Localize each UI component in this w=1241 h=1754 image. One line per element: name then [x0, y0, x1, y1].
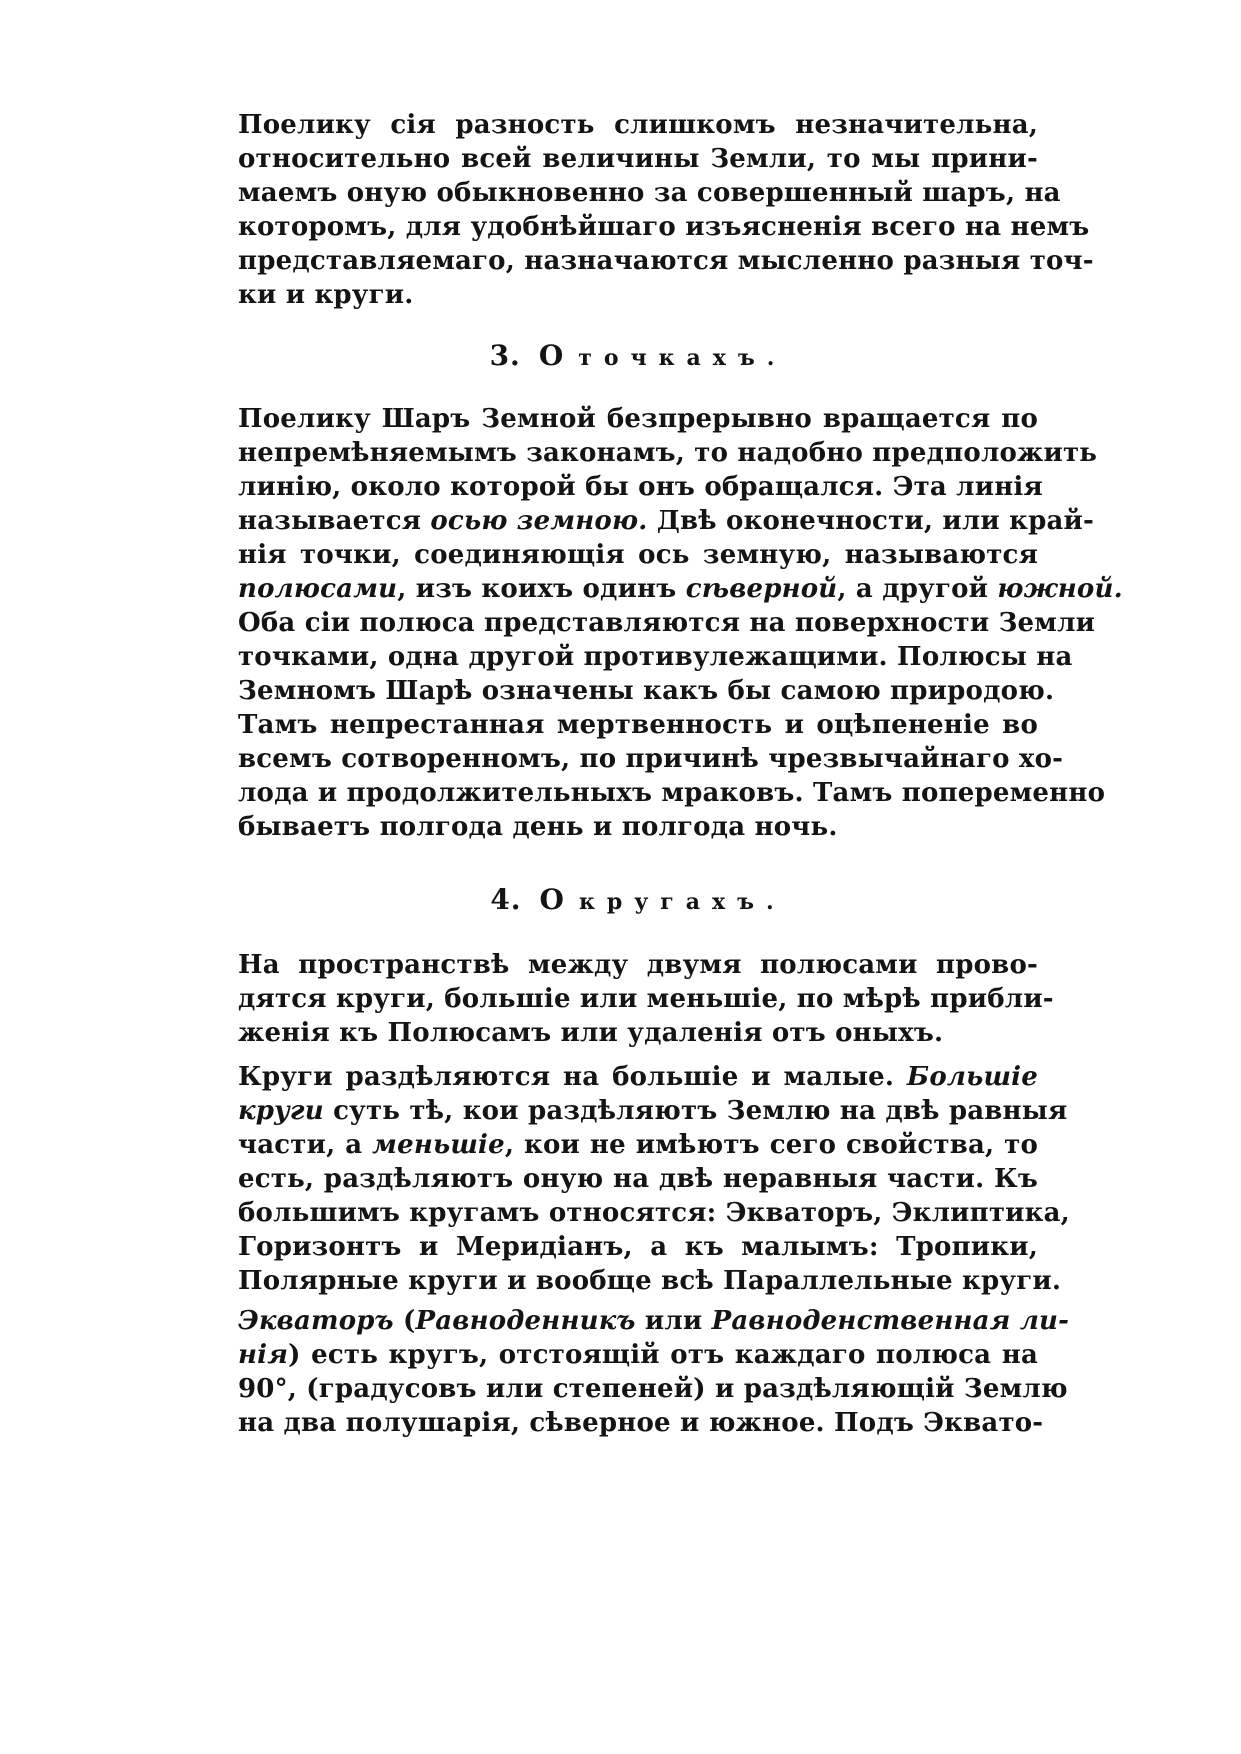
text-line — [238, 1304, 1070, 1338]
text-line — [238, 572, 1123, 606]
text-run: , кои не имѣютъ сего свойства, то — [504, 1130, 1038, 1160]
text-run: , а другой — [837, 574, 998, 604]
text-line: непремѣняемымъ законамъ, то надобно предположить — [238, 438, 1098, 468]
text-line — [238, 1060, 1038, 1094]
text-line: 90°, (градусовъ или степеней) и раздѣляющій Землю — [238, 1374, 1068, 1404]
section-number: 4. — [490, 883, 522, 916]
italic-term: нія — [238, 1340, 289, 1370]
italic-term: сѣверной — [685, 574, 838, 604]
text-line: Земномъ Шарѣ означены какъ бы самою природою. — [238, 676, 1055, 706]
section-title-first: О — [538, 339, 565, 372]
text-line: ки и круги. — [238, 280, 414, 310]
text-line: большимъ кругамъ относятся: Экваторъ, Эклиптика, — [238, 1198, 1070, 1228]
text-line: всемъ сотворенномъ, по причинѣ чрезвычайнаго хо- — [238, 744, 1064, 774]
text-line: нія точки, соединяющія ось земную, называются — [238, 540, 1038, 570]
text-run: ( — [393, 1306, 416, 1336]
text-run: называется — [238, 506, 431, 536]
text-line: представляемаго, назначаются мысленно разныя точ- — [238, 246, 1094, 276]
text-line — [238, 1338, 1038, 1372]
text-line: бываетъ полгода день и полгода ночь. — [238, 812, 838, 842]
text-line — [238, 504, 1095, 538]
text-line: которомъ, для удобнѣйшаго изъясненія всего на немъ — [238, 212, 1090, 242]
text-line — [238, 1094, 1068, 1128]
italic-term: южной. — [997, 574, 1123, 604]
section-number: 3. — [489, 339, 521, 372]
paragraph-intro — [238, 108, 1094, 312]
text-run: суть тѣ, кои раздѣляютъ Землю на двѣ равныя — [323, 1096, 1068, 1126]
italic-term: Равноденникъ — [415, 1306, 636, 1336]
paragraph-circle-types — [238, 1060, 1070, 1298]
italic-term: круги — [238, 1096, 324, 1126]
paragraph-points — [238, 402, 1123, 844]
text-run: части, а — [238, 1130, 373, 1160]
section-heading-points — [238, 336, 1038, 378]
text-line: женія къ Полюсамъ или удаленія отъ оныхъ. — [238, 1018, 944, 1048]
text-line — [238, 1128, 1038, 1162]
text-line: Оба сіи полюса представляются на поверхности Земли — [238, 608, 1096, 638]
text-line: Полярные круги и вообще всѣ Параллельные круги. — [238, 1266, 1062, 1296]
text-line: точками, одна другой противулежащими. Полюсы на — [238, 642, 1073, 672]
text-line: линію, около которой бы онъ обращался. Эта линія — [238, 472, 1043, 502]
paragraph-equator — [238, 1304, 1070, 1440]
text-line: маемъ оную обыкновенно за совершенный шаръ, на — [238, 178, 1061, 208]
text-line: Поелику сія разность слишкомъ незначительна, — [238, 110, 1038, 140]
text-run: или — [635, 1306, 712, 1336]
text-run: Круги раздѣляются на большіе и малые. — [238, 1062, 907, 1092]
italic-term: меньшіе — [372, 1130, 505, 1160]
paragraph-circles-intro — [238, 948, 1054, 1050]
text-line: есть, раздѣляютъ оную на двѣ неравныя части. Къ — [238, 1164, 1038, 1194]
text-line: Поелику Шаръ Земной безпрерывно вращается по — [238, 404, 1038, 434]
text-line: на два полушарія, сѣверное и южное. Подъ Эквато- — [238, 1408, 1044, 1438]
italic-term: осью земною. — [430, 506, 648, 536]
section-title-rest: кругахъ. — [578, 889, 786, 915]
italic-term: полюсами — [238, 574, 398, 604]
italic-term: Экваторъ — [238, 1306, 394, 1336]
section-heading-circles — [238, 880, 1038, 922]
section-title-rest: точкахъ. — [578, 345, 787, 371]
text-line: лода и продолжительныхъ мраковъ. Тамъ попеременно — [238, 778, 1106, 808]
text-line: Горизонтъ и Меридіанъ, а къ малымъ: Тропики, — [238, 1232, 1038, 1262]
text-run: , изъ коихъ одинъ — [397, 574, 686, 604]
text-line: дятся круги, большіе или меньшіе, по мѣрѣ прибли- — [238, 984, 1054, 1014]
text-line: Тамъ непрестанная мертвенность и оцѣпененіе во — [238, 710, 1038, 740]
italic-term: Равноденственная ли- — [711, 1306, 1070, 1336]
text-line: На пространствѣ между двумя полюсами прово- — [238, 950, 1038, 980]
text-line: относительно всей величины Земли, то мы прини- — [238, 144, 1038, 174]
text-run: ) есть кругъ, отстоящій отъ каждаго полюса на — [288, 1340, 1038, 1370]
italic-term: Большіе — [906, 1062, 1038, 1092]
text-run: Двѣ оконечности, или край- — [647, 506, 1095, 536]
section-title-first: О — [539, 883, 565, 916]
